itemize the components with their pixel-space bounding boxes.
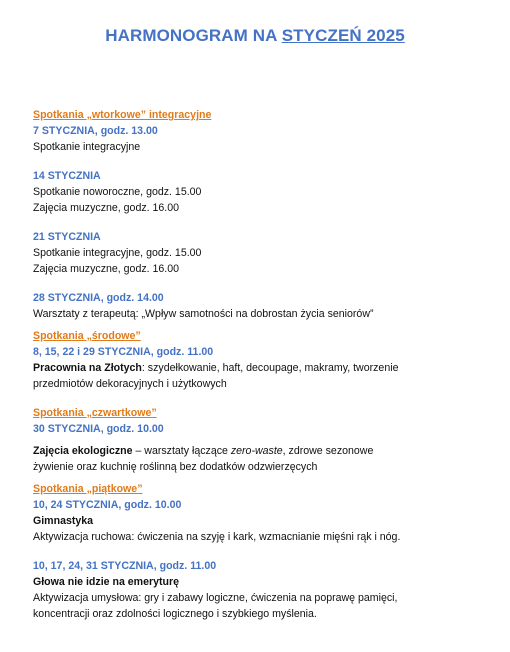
event-line: Spotkanie integracyjne, godz. 15.00 [33, 247, 202, 259]
event-description-cont: przedmiotów dekoracyjnych i użytkowych [33, 378, 227, 390]
event-line: Spotkanie integracyjne [33, 141, 141, 153]
event-name: Zajęcia ekologiczne [33, 445, 133, 457]
event-line: Zajęcia muzyczne, godz. 16.00 [33, 263, 180, 275]
event-name: Głowa nie idzie na emeryturę [33, 576, 180, 588]
event-name: Pracownia na Złotych [33, 362, 142, 374]
event-description: Pracownia na Złotych: szydełkowanie, haft, decoupage, makramy, tworzenie [33, 362, 399, 374]
title-prefix: HARMONOGRAM NA [105, 26, 282, 45]
date-line: 28 STYCZNIA, godz. 14.00 [33, 292, 164, 304]
section-heading-friday: Spotkania „piątkowe” [33, 483, 143, 495]
event-line: Spotkanie noworoczne, godz. 15.00 [33, 186, 202, 198]
schedule-document [33, 107, 483, 622]
event-description: Zajęcia ekologiczne – warsztaty łączące zero-waste, zdrowe sezonowe [33, 445, 374, 457]
event-description-cont: żywienie oraz kuchnię roślinną bez dodatków odzwierzęcych [33, 461, 318, 473]
event-line: Zajęcia muzyczne, godz. 16.00 [33, 202, 180, 214]
section-heading-wednesday: Spotkania „środowe” [33, 330, 141, 342]
event-line: Aktywizacja umysłowa: gry i zabawy logiczne, ćwiczenia na poprawę pamięci, [33, 592, 398, 604]
page-title [0, 26, 510, 46]
date-line: 10, 24 STYCZNIA, godz. 10.00 [33, 499, 182, 511]
section-heading-tuesday: Spotkania „wtorkowe” integracyjne [33, 109, 212, 121]
date-line: 21 STYCZNIA [33, 231, 101, 243]
date-line: 30 STYCZNIA, godz. 10.00 [33, 423, 164, 435]
date-line: 14 STYCZNIA [33, 170, 101, 182]
event-line: Warsztaty z terapeutą: „Wpływ samotności na dobrostan życia seniorów” [33, 308, 374, 320]
date-line: 8, 15, 22 i 29 STYCZNIA, godz. 11.00 [33, 346, 214, 358]
date-line: 10, 17, 24, 31 STYCZNIA, godz. 11.00 [33, 560, 217, 572]
event-name: Gimnastyka [33, 515, 94, 527]
title-month: STYCZEŃ 2025 [281, 26, 405, 45]
section-heading-thursday: Spotkania „czwartkowe” [33, 407, 157, 419]
event-line: koncentracji oraz zdolności logicznego i szybkiego myślenia. [33, 608, 317, 620]
date-line: 7 STYCZNIA, godz. 13.00 [33, 125, 158, 137]
event-line: Aktywizacja ruchowa: ćwiczenia na szyję i kark, wzmacnianie mięśni rąk i nóg. [33, 531, 401, 543]
